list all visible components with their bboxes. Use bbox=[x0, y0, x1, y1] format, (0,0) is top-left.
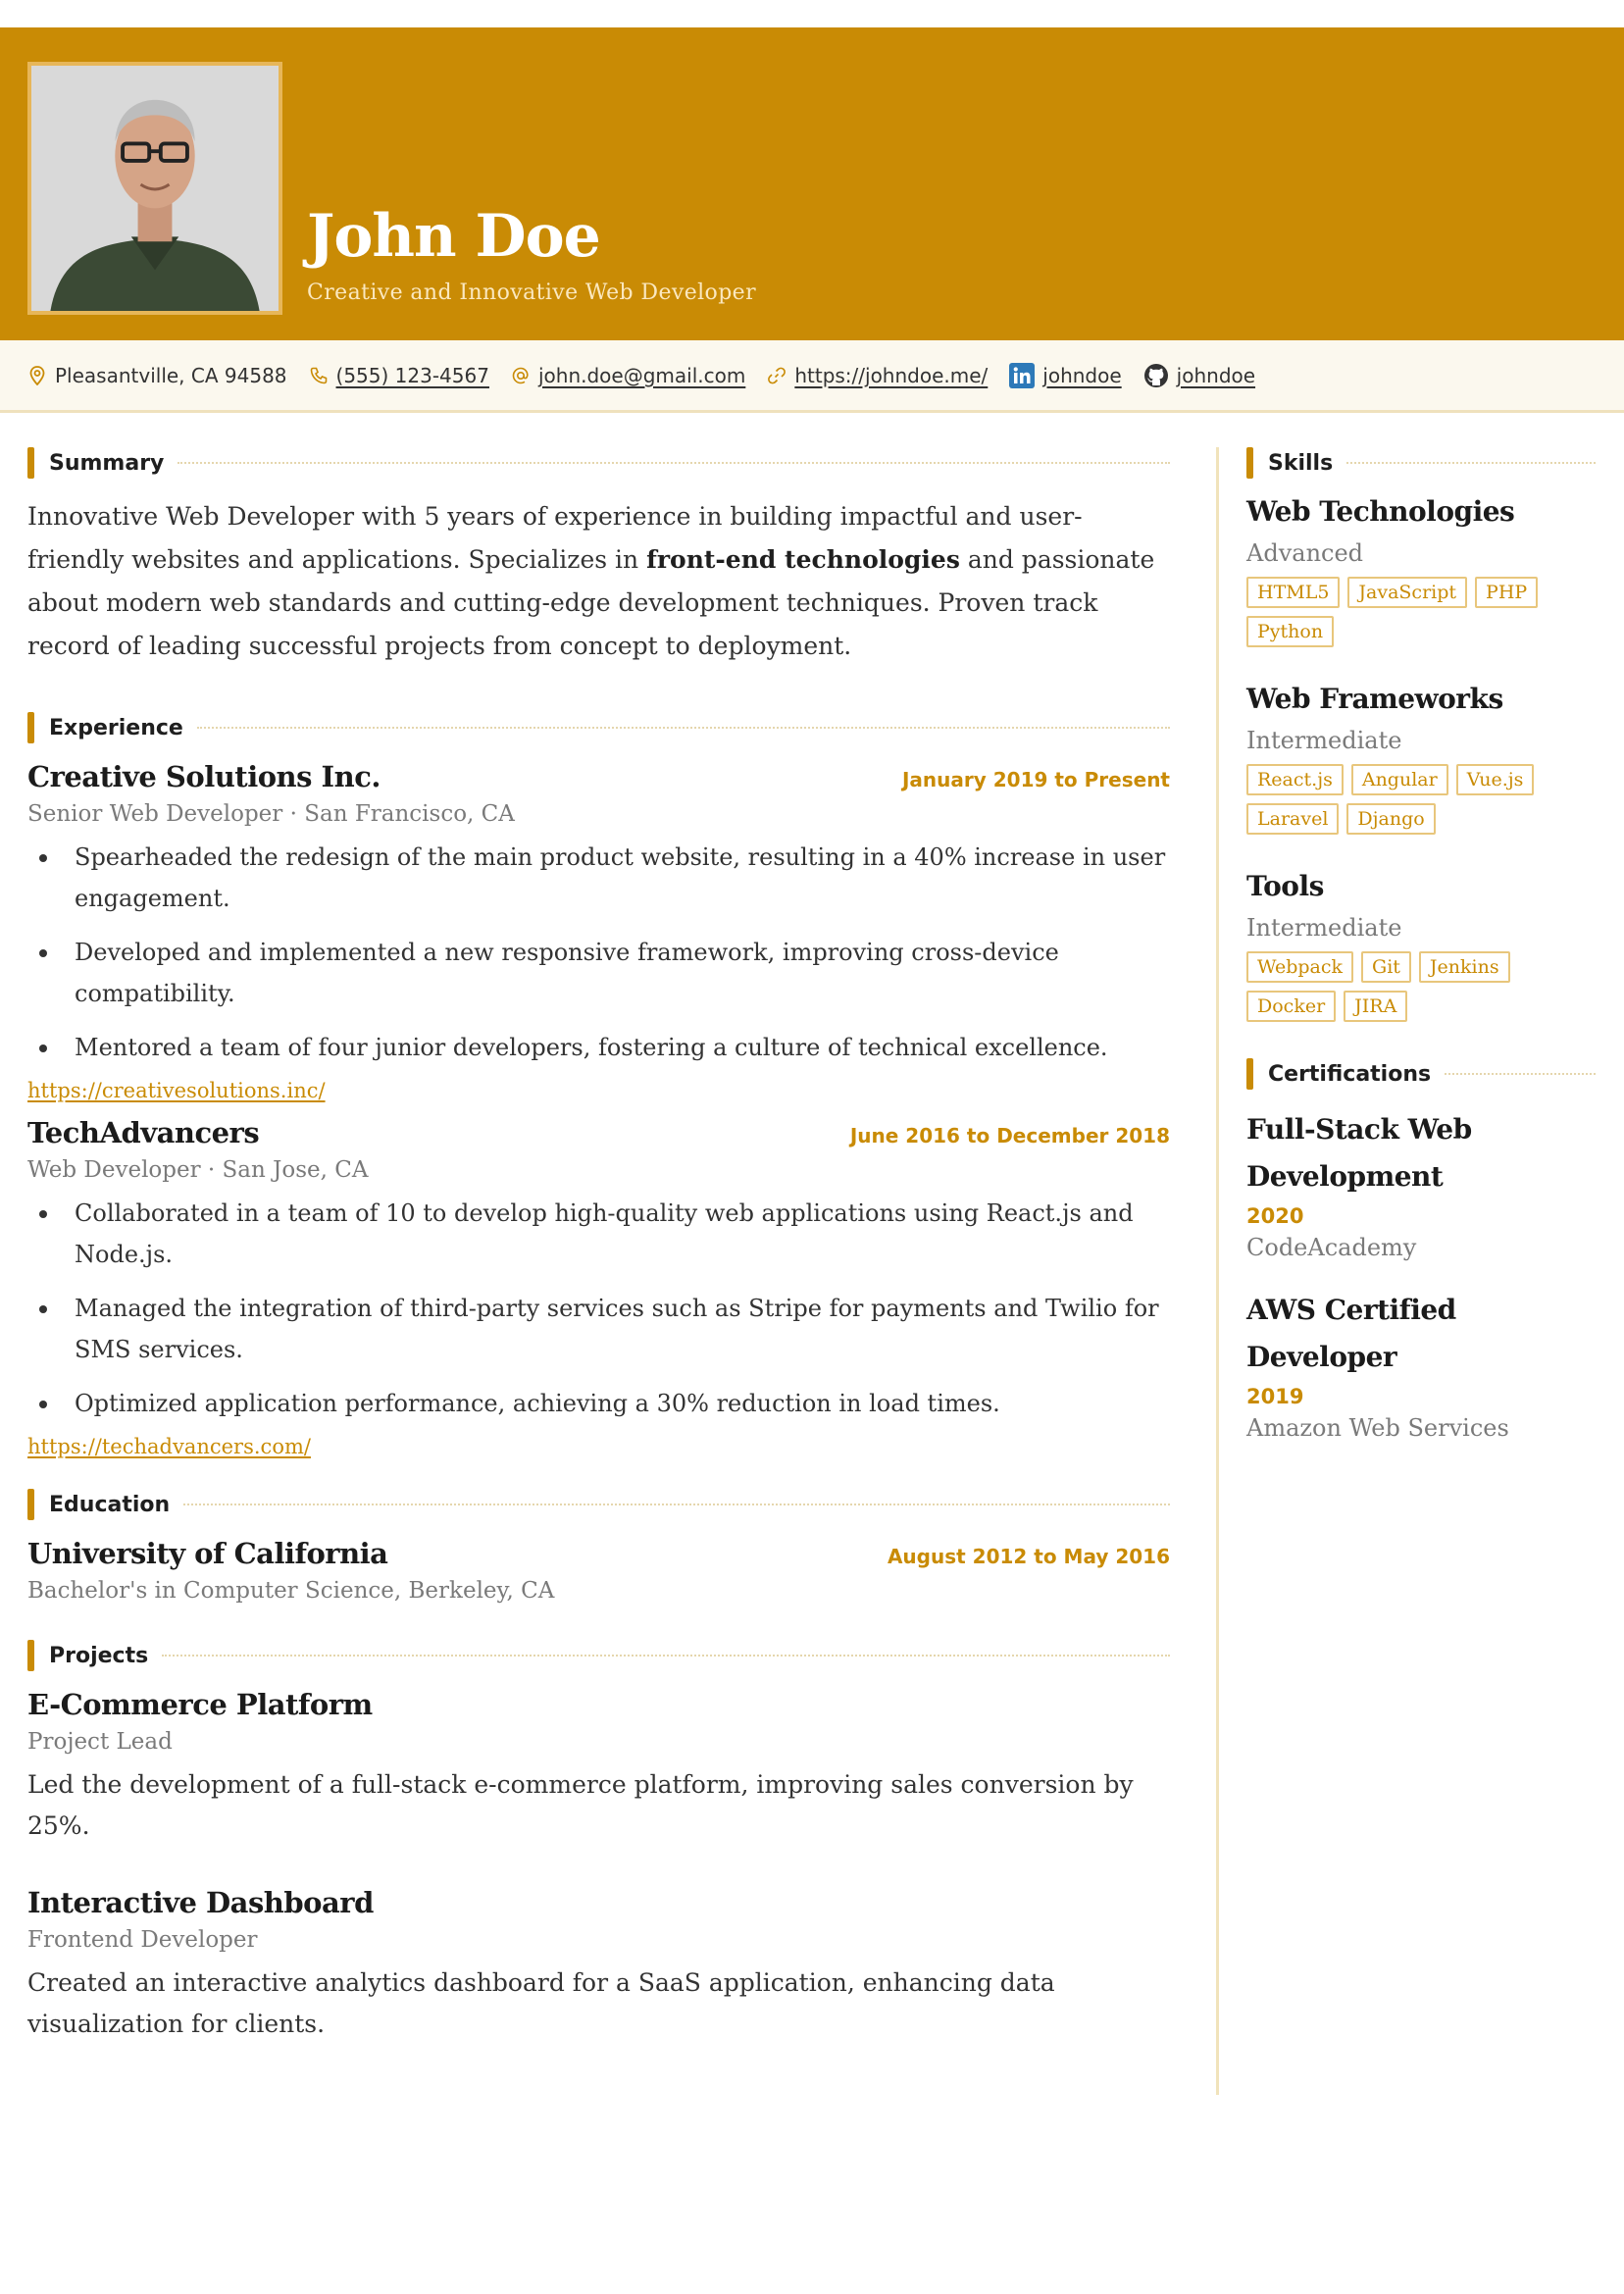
list-item: Mentored a team of four junior developers, fostering a culture of technical excellence. bbox=[27, 1027, 1170, 1068]
contact-github[interactable] bbox=[1143, 363, 1255, 388]
project-description: Led the development of a full-stack e-commerce platform, improving sales conversion by 25%. bbox=[27, 1770, 1134, 1840]
profile-photo-illustration bbox=[31, 66, 279, 311]
project-role: Frontend Developer bbox=[27, 1927, 258, 1953]
skill-tag: JIRA bbox=[1344, 991, 1407, 1022]
profile-photo bbox=[27, 62, 282, 315]
skills-section-title: Skills bbox=[1268, 450, 1334, 476]
education-entry bbox=[27, 1537, 1170, 1604]
skill-level: Intermediate bbox=[1246, 914, 1402, 942]
certification-issuer: Amazon Web Services bbox=[1246, 1414, 1509, 1442]
experience-section-title: Experience bbox=[49, 715, 183, 740]
email-link[interactable]: john.doe@gmail.com bbox=[537, 363, 746, 387]
summary-section-title: Summary bbox=[49, 450, 165, 476]
project-name: E-Commerce Platform bbox=[27, 1688, 373, 1721]
contact-bar bbox=[0, 340, 1624, 413]
skill-name: Tools bbox=[1246, 870, 1324, 902]
skill-tag: Django bbox=[1346, 803, 1435, 835]
project-entry bbox=[27, 1688, 1170, 1847]
projects-section-title: Projects bbox=[49, 1643, 149, 1668]
education-section-header bbox=[27, 1488, 1170, 1521]
project-name: Interactive Dashboard bbox=[27, 1886, 374, 1919]
main-column bbox=[27, 446, 1170, 2057]
contact-linkedin[interactable] bbox=[1009, 363, 1121, 388]
linkedin-link[interactable]: johndoe bbox=[1042, 363, 1122, 387]
section-rule bbox=[178, 462, 1170, 464]
section-accent-bar bbox=[27, 712, 34, 743]
location-text: Pleasantville, CA 94588 bbox=[55, 363, 287, 387]
at-sign-icon bbox=[511, 366, 531, 385]
projects-section-header bbox=[27, 1639, 1170, 1672]
skill-group bbox=[1246, 683, 1596, 835]
institution-name: University of California bbox=[27, 1537, 388, 1570]
certification-name: Full-Stack Web Development bbox=[1246, 1113, 1472, 1193]
summary-text-part: and passionate about modern web standards and cutting-edge development techniques. Proven track record of leading successful projects from concept to deployment. bbox=[27, 545, 1155, 660]
certification-name: AWS Certified Developer bbox=[1246, 1294, 1456, 1373]
skill-tag: HTML5 bbox=[1246, 577, 1340, 608]
phone-icon bbox=[309, 366, 329, 385]
skill-tag: Laravel bbox=[1246, 803, 1339, 835]
company-url-link[interactable]: https://techadvancers.com/ bbox=[27, 1435, 311, 1458]
github-icon bbox=[1143, 363, 1169, 388]
skill-tag: React.js bbox=[1246, 764, 1344, 795]
skill-tag: Git bbox=[1361, 951, 1411, 983]
experience-entry bbox=[27, 760, 1170, 1102]
section-accent-bar bbox=[27, 1640, 34, 1671]
github-link[interactable]: johndoe bbox=[1176, 363, 1256, 387]
experience-entry bbox=[27, 1116, 1170, 1458]
contact-phone[interactable] bbox=[309, 364, 489, 387]
skill-tags bbox=[1246, 577, 1560, 647]
company-name: Creative Solutions Inc. bbox=[27, 760, 381, 793]
entry-date: June 2016 to December 2018 bbox=[849, 1124, 1170, 1147]
column-divider bbox=[1216, 447, 1219, 2095]
skill-tags bbox=[1246, 951, 1560, 1022]
list-item: Spearheaded the redesign of the main product website, resulting in a 40% increase in user engagement. bbox=[27, 837, 1170, 919]
website-link[interactable]: https://johndoe.me/ bbox=[794, 363, 989, 387]
skill-tag: Docker bbox=[1246, 991, 1336, 1022]
experience-section-header bbox=[27, 711, 1170, 744]
summary-text bbox=[27, 495, 1170, 668]
section-accent-bar bbox=[1246, 447, 1253, 479]
certification-issuer: CodeAcademy bbox=[1246, 1234, 1417, 1261]
section-accent-bar bbox=[1246, 1058, 1253, 1090]
section-rule bbox=[1445, 1073, 1596, 1075]
section-accent-bar bbox=[27, 1489, 34, 1520]
skill-level: Advanced bbox=[1246, 539, 1364, 567]
resume-header bbox=[0, 27, 1624, 340]
certifications-section-title: Certifications bbox=[1268, 1061, 1432, 1087]
position-location: Senior Web Developer · San Francisco, CA bbox=[27, 801, 515, 827]
certification-date: 2020 bbox=[1246, 1204, 1304, 1228]
skill-name: Web Technologies bbox=[1246, 495, 1515, 528]
skill-tag: Webpack bbox=[1246, 951, 1353, 983]
candidate-name: John Doe bbox=[307, 202, 600, 271]
skill-group bbox=[1246, 495, 1596, 647]
highlights-list bbox=[27, 1193, 1170, 1424]
list-item: Developed and implemented a new responsive framework, improving cross-device compatibility. bbox=[27, 932, 1170, 1014]
link-icon bbox=[767, 366, 787, 385]
certification-date: 2019 bbox=[1246, 1385, 1304, 1408]
degree-location: Bachelor's in Computer Science, Berkeley, CA bbox=[27, 1578, 555, 1604]
entry-date: August 2012 to May 2016 bbox=[887, 1545, 1170, 1568]
map-pin-icon bbox=[27, 366, 47, 385]
phone-link[interactable]: (555) 123-4567 bbox=[335, 363, 489, 387]
section-rule bbox=[183, 1504, 1170, 1505]
company-name: TechAdvancers bbox=[27, 1116, 260, 1149]
section-accent-bar bbox=[27, 447, 34, 479]
section-rule bbox=[162, 1655, 1170, 1657]
company-url-link[interactable]: https://creativesolutions.inc/ bbox=[27, 1079, 326, 1102]
skills-section-header bbox=[1246, 446, 1596, 480]
section-rule bbox=[1346, 462, 1596, 464]
section-rule bbox=[197, 727, 1170, 729]
skill-level: Intermediate bbox=[1246, 727, 1402, 754]
position-location: Web Developer · San Jose, CA bbox=[27, 1157, 369, 1183]
entry-date: January 2019 to Present bbox=[901, 768, 1170, 791]
skill-group bbox=[1246, 870, 1596, 1022]
skill-tag: Jenkins bbox=[1419, 951, 1510, 983]
certification-entry bbox=[1246, 1106, 1596, 1261]
linkedin-icon bbox=[1009, 363, 1035, 388]
skill-name: Web Frameworks bbox=[1246, 683, 1503, 715]
highlights-list bbox=[27, 837, 1170, 1068]
skill-tag: Python bbox=[1246, 616, 1334, 647]
contact-email[interactable] bbox=[511, 364, 745, 387]
summary-text-part: Innovative Web Developer with 5 years of experience in building impactful and user-friendly websites and applications. Specializes in bbox=[27, 502, 1083, 574]
skill-tags bbox=[1246, 764, 1560, 835]
candidate-headline: Creative and Innovative Web Developer bbox=[307, 280, 757, 305]
skill-tag: PHP bbox=[1475, 577, 1538, 608]
certification-entry bbox=[1246, 1287, 1596, 1442]
contact-website[interactable] bbox=[767, 364, 988, 387]
project-role: Project Lead bbox=[27, 1729, 173, 1755]
list-item: Collaborated in a team of 10 to develop high-quality web applications using React.js and Node.js. bbox=[27, 1193, 1170, 1275]
skill-tag: Angular bbox=[1351, 764, 1448, 795]
project-entry bbox=[27, 1886, 1170, 2045]
certifications-section-header bbox=[1246, 1057, 1596, 1091]
skill-tag: JavaScript bbox=[1347, 577, 1467, 608]
summary-section-header bbox=[27, 446, 1170, 480]
education-section-title: Education bbox=[49, 1492, 171, 1517]
sidebar-column bbox=[1246, 446, 1596, 1467]
list-item: Managed the integration of third-party services such as Stripe for payments and Twilio for SMS services. bbox=[27, 1288, 1170, 1370]
summary-emphasis: front-end technologies bbox=[646, 545, 960, 574]
contact-location bbox=[27, 364, 287, 387]
project-description: Created an interactive analytics dashboard for a SaaS application, enhancing data visualization for clients. bbox=[27, 1968, 1055, 2038]
list-item: Optimized application performance, achieving a 30% reduction in load times. bbox=[27, 1383, 1170, 1424]
skill-tag: Vue.js bbox=[1456, 764, 1535, 795]
